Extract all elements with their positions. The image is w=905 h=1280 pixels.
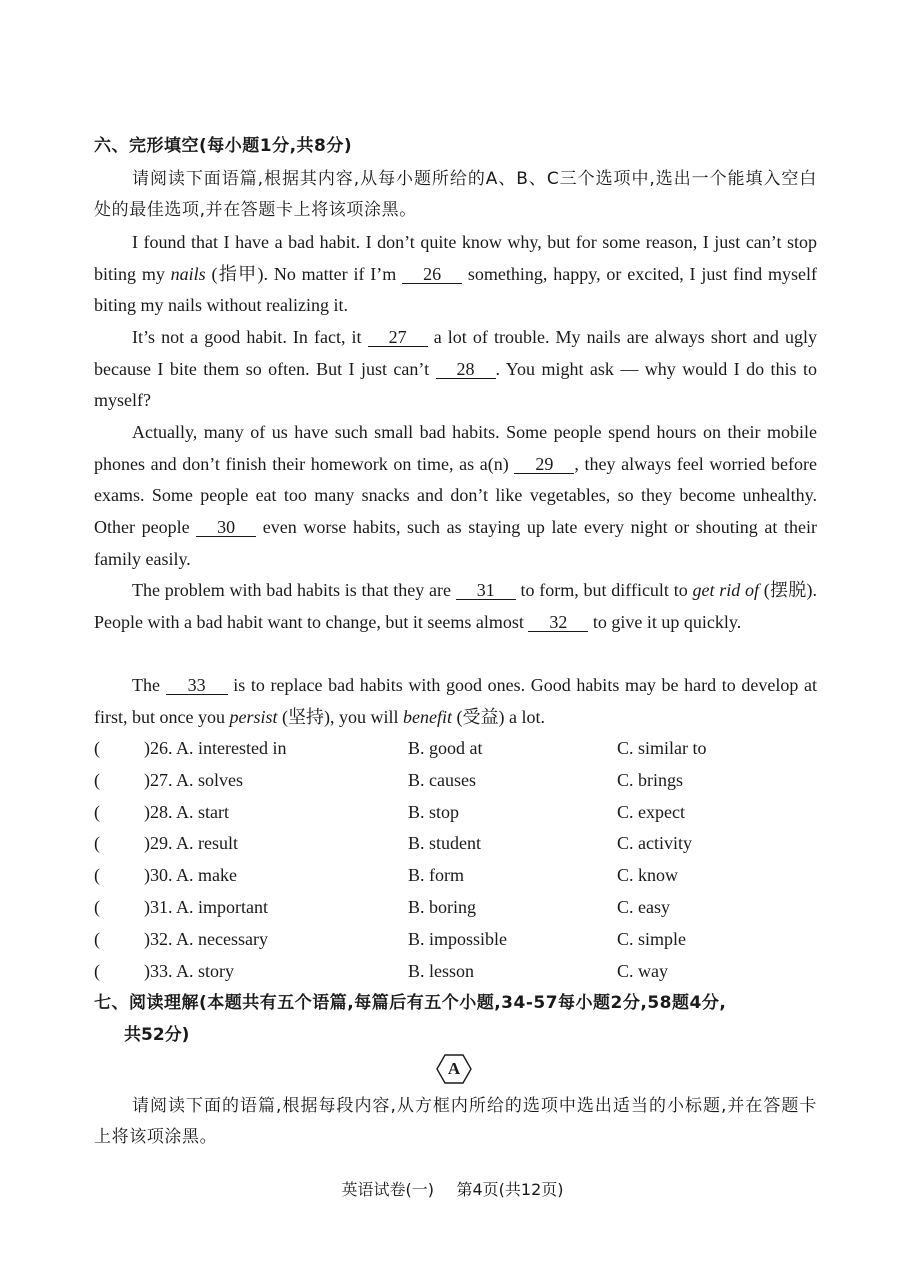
text: to form, but difficult to bbox=[515, 580, 693, 600]
question-row-31 bbox=[94, 892, 824, 924]
text: The problem with bad habits is that they are bbox=[132, 580, 456, 600]
text: I found that I have a bad habit. I don’t quite know why, but for some reason, I just can’t stop biting my bbox=[94, 232, 817, 284]
option-a: 31. A. important bbox=[150, 896, 268, 917]
passage-paragraph-4 bbox=[94, 575, 817, 638]
italic-phrase: get rid of bbox=[692, 580, 759, 600]
part-a-label: A bbox=[447, 1059, 461, 1078]
option-c: C. brings bbox=[617, 769, 684, 790]
option-c: C. activity bbox=[617, 833, 692, 854]
page-footer bbox=[0, 1175, 905, 1205]
answer-paren-open: ( bbox=[94, 769, 100, 790]
answer-paren-open: ( bbox=[94, 896, 100, 917]
text: . You might ask — why would I do this to myself? bbox=[94, 358, 817, 411]
blank-29: 29 bbox=[514, 455, 574, 474]
option-b: B. causes bbox=[408, 769, 476, 790]
text: (坚持), you will bbox=[277, 706, 403, 727]
text: is to replace bad habits with good ones. Good habits may be hard to develop at first, but once you bbox=[94, 675, 818, 727]
section-7-instruction: 请阅读下面的语篇,根据每段内容,从方框内所给的选项中选出适当的小标题,并在答题卡上将该项涂黑。 bbox=[94, 1096, 817, 1147]
answer-paren-close: ) bbox=[144, 865, 150, 886]
answer-paren-close: ) bbox=[144, 896, 150, 917]
question-row-26 bbox=[94, 733, 824, 765]
question-row-32 bbox=[94, 924, 824, 956]
answer-paren-open: ( bbox=[94, 865, 100, 886]
option-b: B. student bbox=[408, 833, 482, 854]
text: something, happy, or excited, I just find myself biting my nails without realizing it. bbox=[94, 263, 817, 316]
option-c: C. easy bbox=[617, 896, 670, 917]
blank-27: 27 bbox=[368, 328, 428, 347]
option-a: 26. A. interested in bbox=[150, 738, 287, 758]
text: (摆脱). People with a bad habit want to change, but it seems almost bbox=[94, 580, 817, 632]
passage-paragraph-1 bbox=[94, 227, 817, 322]
text: even worse habits, such as staying up late every night or shouting at their family easily. bbox=[94, 517, 817, 569]
answer-paren-close: ) bbox=[144, 960, 150, 981]
answer-paren-close: ) bbox=[144, 738, 150, 758]
answer-paren-close: ) bbox=[144, 928, 150, 949]
answer-paren-open: ( bbox=[94, 833, 100, 854]
blank-30: 30 bbox=[196, 518, 256, 537]
blank-32: 32 bbox=[528, 613, 588, 632]
text: to give it up quickly. bbox=[588, 611, 742, 632]
footer-subject: 英语试卷(一) bbox=[341, 1180, 434, 1199]
option-a: 29. A. result bbox=[150, 833, 238, 854]
question-row-33 bbox=[94, 956, 824, 988]
part-a-badge bbox=[436, 1054, 472, 1084]
answer-paren-open: ( bbox=[94, 738, 100, 758]
text: It’s not a good habit. In fact, it bbox=[132, 327, 368, 347]
blank-31: 31 bbox=[456, 581, 516, 600]
section-7-title: 七、阅读理解(本题共有五个语篇,每篇后有五个小题,34-57每小题2分,58题4分, bbox=[94, 993, 727, 1013]
question-row-28 bbox=[94, 797, 824, 829]
option-b: B. impossible bbox=[408, 928, 508, 949]
option-b: B. form bbox=[408, 865, 464, 886]
option-c: C. simple bbox=[617, 928, 687, 949]
option-a: 28. A. start bbox=[150, 801, 229, 822]
section-7-title-continued: 共52分) bbox=[124, 1025, 190, 1045]
question-row-30 bbox=[94, 860, 824, 892]
text: , they always feel worried before exams. Some people eat too many snacks and don’t like vegetables, so they become unhealthy. Other people bbox=[94, 453, 817, 538]
option-b: B. boring bbox=[408, 896, 477, 917]
passage-paragraph-5 bbox=[94, 670, 817, 733]
option-a: 27. A. solves bbox=[150, 769, 244, 790]
option-a: 33. A. story bbox=[150, 960, 235, 981]
question-row-29 bbox=[94, 828, 824, 860]
answer-paren-close: ) bbox=[144, 769, 150, 790]
answer-paren-open: ( bbox=[94, 928, 100, 949]
option-b: B. stop bbox=[408, 801, 460, 822]
passage-paragraph-3 bbox=[94, 417, 817, 576]
text: a lot of trouble. My nails are always short and ugly because I bite them so often. But I just can’t bbox=[94, 327, 817, 379]
option-a: 30. A. make bbox=[150, 865, 237, 886]
option-c: C. know bbox=[617, 865, 679, 886]
section-6-instruction: 请阅读下面语篇,根据其内容,从每小题所给的A、B、C三个选项中,选出一个能填入空白处的最佳选项,并在答题卡上将该项涂黑。 bbox=[94, 169, 817, 220]
passage-paragraph-2 bbox=[94, 322, 817, 417]
answer-paren-open: ( bbox=[94, 960, 100, 981]
option-a: 32. A. necessary bbox=[150, 928, 268, 949]
text: The bbox=[132, 675, 166, 695]
italic-word: nails bbox=[170, 263, 206, 284]
italic-word: benefit bbox=[403, 706, 452, 727]
question-row-27 bbox=[94, 765, 824, 797]
option-c: C. similar to bbox=[617, 738, 707, 758]
option-c: C. expect bbox=[617, 801, 685, 822]
section-6-title: 六、完形填空(每小题1分,共8分) bbox=[94, 136, 353, 156]
answer-paren-open: ( bbox=[94, 801, 100, 822]
footer-page-number: 第4页(共12页) bbox=[456, 1180, 564, 1199]
text: (受益) a lot. bbox=[451, 706, 545, 727]
text: (指甲). No matter if I’m bbox=[205, 263, 403, 284]
blank-33: 33 bbox=[166, 676, 228, 695]
option-c: C. way bbox=[617, 960, 668, 981]
option-b: B. good at bbox=[408, 738, 483, 758]
blank-28: 28 bbox=[436, 360, 496, 379]
answer-paren-close: ) bbox=[144, 801, 150, 822]
blank-26: 26 bbox=[402, 265, 462, 284]
option-b: B. lesson bbox=[408, 960, 475, 981]
question-options-list bbox=[94, 733, 824, 987]
answer-paren-close: ) bbox=[144, 833, 150, 854]
italic-word: persist bbox=[229, 706, 278, 727]
text: Actually, many of us have such small bad habits. Some people spend hours on their mobile phones and don’t finish their homework on time, as a(n) bbox=[94, 422, 817, 474]
